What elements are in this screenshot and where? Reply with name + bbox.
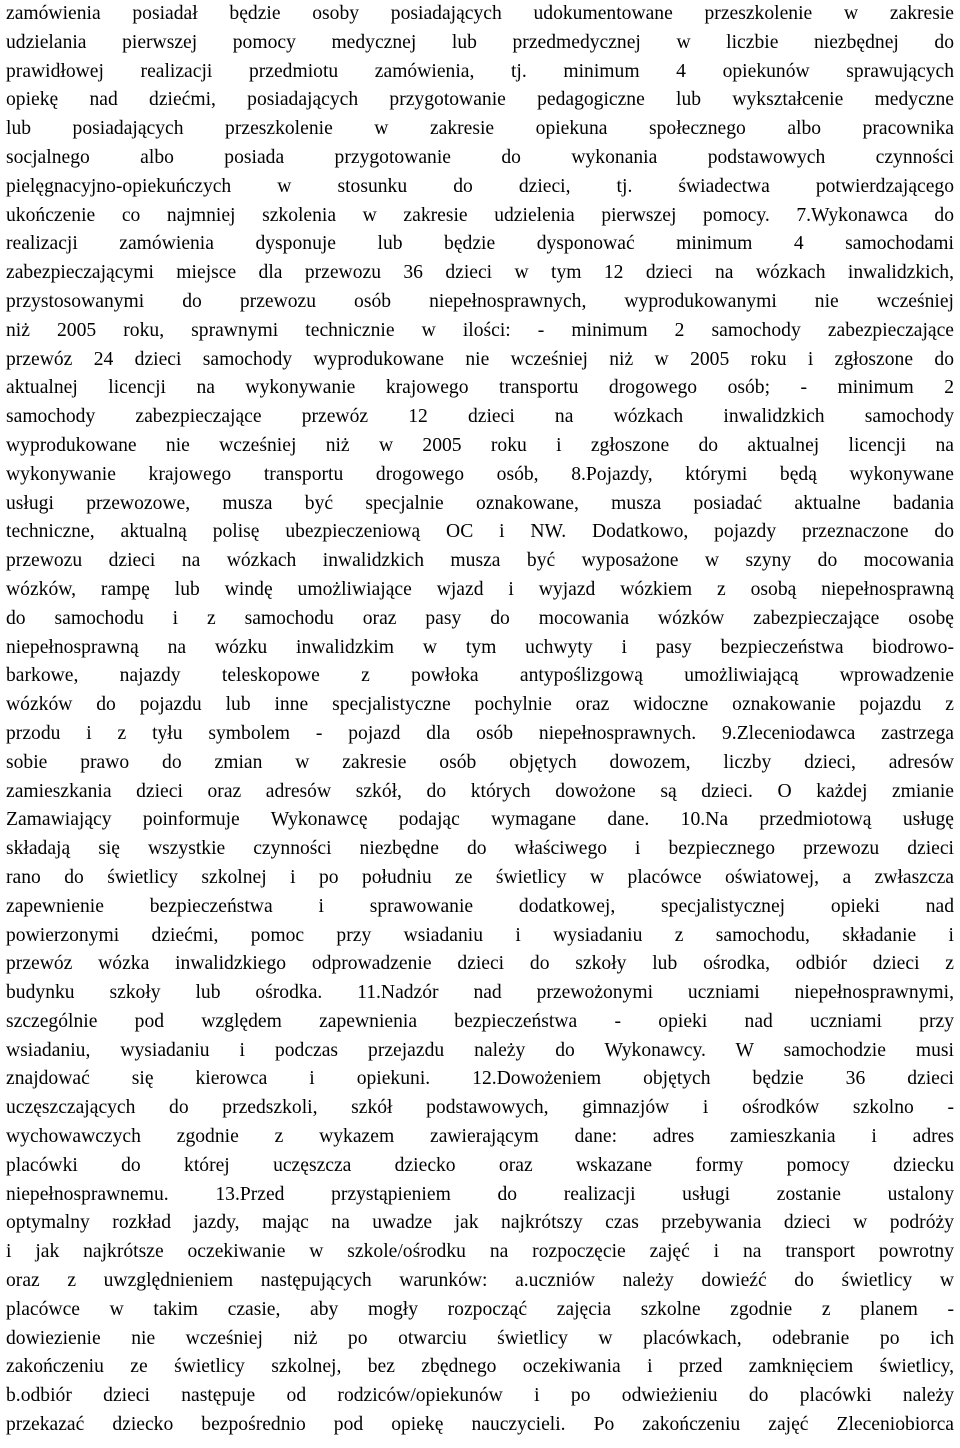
text-line: [6, 864, 954, 893]
text-line: [6, 432, 954, 461]
text-line: [6, 374, 954, 403]
text-line-content: samochody zabezpieczające przewóz 12 dzieci na wózkach inwalidzkich samochody: [6, 406, 954, 428]
text-line: [6, 605, 954, 634]
text-line-content: techniczne, aktualną polisę ubezpieczeniową OC i NW. Dodatkowo, pojazdy przeznaczone do: [6, 521, 954, 543]
text-line: [6, 749, 954, 778]
text-line: [6, 778, 954, 807]
text-line: [6, 922, 954, 951]
text-line: [6, 576, 954, 605]
text-line: [6, 29, 954, 58]
text-line-content: budynku szkoły lub ośrodka. 11.Nadzór nad przewożonymi uczniami niepełnosprawnymi,: [6, 982, 954, 1004]
text-line: [6, 691, 954, 720]
text-line: [6, 1181, 954, 1210]
text-line-content: optymalny rozkład jazdy, mając na uwadze jak najkrótszy czas przebywania dzieci w podróży: [6, 1212, 954, 1234]
text-line-content: realizacji zamówienia dysponuje lub będzie dysponować minimum 4 samochodami: [6, 233, 954, 255]
text-line-content: niepełnosprawną na wózku inwalidzkim w tym uchwyty i pasy bezpieczeństwa biodrowo-: [6, 636, 954, 658]
text-line: [6, 58, 954, 87]
text-line: [6, 115, 954, 144]
text-line: [6, 1037, 954, 1066]
text-line-content: oraz z uwzględnieniem następujących warunków: a.uczniów należy dowieźć do świetlicy w: [6, 1270, 954, 1292]
text-line-content: placówce w takim czasie, aby mogły rozpocząć zajęcia szkolne zgodnie z planem -: [6, 1298, 954, 1320]
text-line: [6, 1267, 954, 1296]
text-line: [6, 1094, 954, 1123]
text-line: [6, 202, 954, 231]
text-line: [6, 1382, 954, 1411]
text-line-content: zapewnienie bezpieczeństwa i sprawowanie dodatkowej, specjalistycznej opieki nad: [6, 895, 954, 917]
document-body-text: [6, 0, 954, 1440]
text-line-content: zamówienia posiadał będzie osoby posiadających udokumentowane przeszkolenie w zakresie: [6, 3, 954, 24]
text-line-content: aktualnej licencji na wykonywanie krajowego transportu drogowego osób; - minimum 2: [6, 377, 954, 399]
text-line-content: przodu i z tyłu symbolem - pojazd dla osób niepełnosprawnych. 9.Zleceniodawca zastrzega: [6, 722, 954, 744]
text-line-content: lub posiadających przeszkolenie w zakresie opiekuna społecznego albo pracownika: [6, 118, 954, 140]
text-line: [6, 86, 954, 115]
text-line-content: zamieszkania dzieci oraz adresów szkół, do których dowożone są dzieci. O każdej zmianie: [6, 780, 954, 802]
text-line-content: wsiadaniu, wysiadaniu i podczas przejazdu należy do Wykonawcy. W samochodzie musi: [6, 1039, 954, 1061]
text-line: [6, 288, 954, 317]
text-line: [6, 403, 954, 432]
text-line-content: przekazać dziecko bezpośrednio pod opiekę nauczycieli. Po zakończeniu zajęć Zleceniobiorca: [6, 1414, 954, 1436]
text-line-content: przewóz 24 dzieci samochody wyprodukowane nie wcześniej niż w 2005 roku i zgłoszone do: [6, 348, 954, 370]
text-line: [6, 1008, 954, 1037]
text-line: [6, 490, 954, 519]
text-line: [6, 0, 954, 29]
text-line-content: uczęszczających do przedszkoli, szkół podstawowych, gimnazjów i ośrodków szkolno -: [6, 1097, 954, 1119]
text-line-content: wykonywanie krajowego transportu drogowego osób, 8.Pojazdy, którymi będą wykonywane: [6, 463, 954, 485]
text-line-content: przewozu dzieci na wózkach inwalidzkich musza być wyposażone w szyny do mocowania: [6, 550, 954, 572]
text-line: [6, 317, 954, 346]
text-line-content: udzielania pierwszej pomocy medycznej lub przedmedycznej w liczbie niezbędnej do: [6, 31, 954, 53]
text-line-content: placówki do której uczęszcza dziecko oraz wskazane formy pomocy dziecku: [6, 1154, 954, 1176]
text-line-content: wózków, rampę lub windę umożliwiające wjazd i wyjazd wózkiem z osobą niepełnosprawną: [6, 578, 954, 600]
text-line: [6, 547, 954, 576]
text-line: [6, 518, 954, 547]
text-line: [6, 835, 954, 864]
text-line-content: wózków do pojazdu lub inne specjalistyczne pochylnie oraz widoczne oznakowanie pojazdu z: [6, 694, 954, 716]
text-line-content: niepełnosprawnemu. 13.Przed przystąpieniem do realizacji usługi zostanie ustalony: [6, 1183, 954, 1205]
text-line: [6, 720, 954, 749]
text-line-content: wychowawczych zgodnie z wykazem zawierającym dane: adres zamieszkania i adres: [6, 1126, 954, 1148]
text-line: [6, 1411, 954, 1440]
text-line: [6, 1065, 954, 1094]
text-line-content: rano do świetlicy szkolnej i po południu ze świetlicy w placówce oświatowej, a zwłaszcza: [6, 866, 954, 888]
text-line: [6, 144, 954, 173]
text-line-content: pielęgnacyjno-opiekuńczych w stosunku do dzieci, tj. świadectwa potwierdzającego: [6, 175, 954, 197]
text-line-content: przystosowanymi do przewozu osób niepełnosprawnych, wyprodukowanymi nie wcześniej: [6, 290, 954, 312]
text-line: [6, 1123, 954, 1152]
text-line: [6, 1238, 954, 1267]
text-line-content: sobie prawo do zmian w zakresie osób objętych dowozem, liczby dzieci, adresów: [6, 751, 954, 773]
text-line-content: szczególnie pod względem zapewnienia bezpieczeństwa - opieki nad uczniami przy: [6, 1010, 954, 1032]
text-line: [6, 806, 954, 835]
text-line-content: socjalnego albo posiada przygotowanie do wykonania podstawowych czynności: [6, 146, 954, 168]
text-line: [6, 1209, 954, 1238]
text-line-content: wyprodukowane nie wcześniej niż w 2005 roku i zgłoszone do aktualnej licencji na: [6, 434, 954, 456]
text-line-content: znajdować się kierowca i opiekuni. 12.Dowożeniem objętych będzie 36 dzieci: [6, 1068, 954, 1090]
text-line-content: składają się wszystkie czynności niezbędne do właściwego i bezpiecznego przewozu dzieci: [6, 838, 954, 860]
text-line: [6, 259, 954, 288]
text-line: [6, 979, 954, 1008]
text-line: [6, 662, 954, 691]
text-line: [6, 1296, 954, 1325]
text-line-content: barkowe, najazdy teleskopowe z powłoka antypoślizgową umożliwiającą wprowadzenie: [6, 665, 954, 687]
text-line-content: zakończeniu ze świetlicy szkolnej, bez zbędnego oczekiwania i przed zamknięciem świetlicy,: [6, 1356, 954, 1378]
text-line: [6, 1325, 954, 1354]
text-line: [6, 634, 954, 663]
text-line-content: i jak najkrótsze oczekiwanie w szkole/ośrodku na rozpoczęcie zajęć i na transport powrotny: [6, 1241, 954, 1263]
text-line-content: powierzonymi dziećmi, pomoc przy wsiadaniu i wysiadaniu z samochodu, składanie i: [6, 924, 954, 946]
text-line-content: dowiezienie nie wcześniej niż po otwarciu świetlicy w placówkach, odebranie po ich: [6, 1327, 954, 1349]
text-line: [6, 950, 954, 979]
text-line-content: zabezpieczającymi miejsce dla przewozu 36 dzieci w tym 12 dzieci na wózkach inwalidzkich,: [6, 262, 954, 284]
text-line-content: Zamawiający poinformuje Wykonawcę podając wymagane dane. 10.Na przedmiotową usługę: [6, 809, 954, 831]
text-line-content: prawidłowej realizacji przedmiotu zamówienia, tj. minimum 4 opiekunów sprawujących: [6, 60, 954, 82]
text-line: [6, 173, 954, 202]
text-line: [6, 893, 954, 922]
text-line-content: przewóz wózka inwalidzkiego odprowadzenie dzieci do szkoły lub ośrodka, odbiór dzieci z: [6, 953, 954, 975]
text-line: [6, 1353, 954, 1382]
text-line: [6, 1152, 954, 1181]
text-line-content: do samochodu i z samochodu oraz pasy do mocowania wózków zabezpieczające osobę: [6, 607, 954, 629]
text-line-content: usługi przewozowe, musza być specjalnie oznakowane, musza posiadać aktualne badania: [6, 492, 954, 514]
text-line: [6, 461, 954, 490]
text-line: [6, 230, 954, 259]
text-line-content: ukończenie co najmniej szkolenia w zakresie udzielenia pierwszej pomocy. 7.Wykonawca do: [6, 204, 954, 226]
text-line: [6, 346, 954, 375]
text-line-content: niż 2005 roku, sprawnymi technicznie w ilości: - minimum 2 samochody zabezpieczające: [6, 319, 954, 341]
text-line-content: b.odbiór dzieci następuje od rodziców/opiekunów i po odwieżieniu do placówki należy: [6, 1385, 954, 1407]
text-line-content: opiekę nad dziećmi, posiadających przygotowanie pedagogiczne lub wykształcenie medyczne: [6, 89, 954, 111]
